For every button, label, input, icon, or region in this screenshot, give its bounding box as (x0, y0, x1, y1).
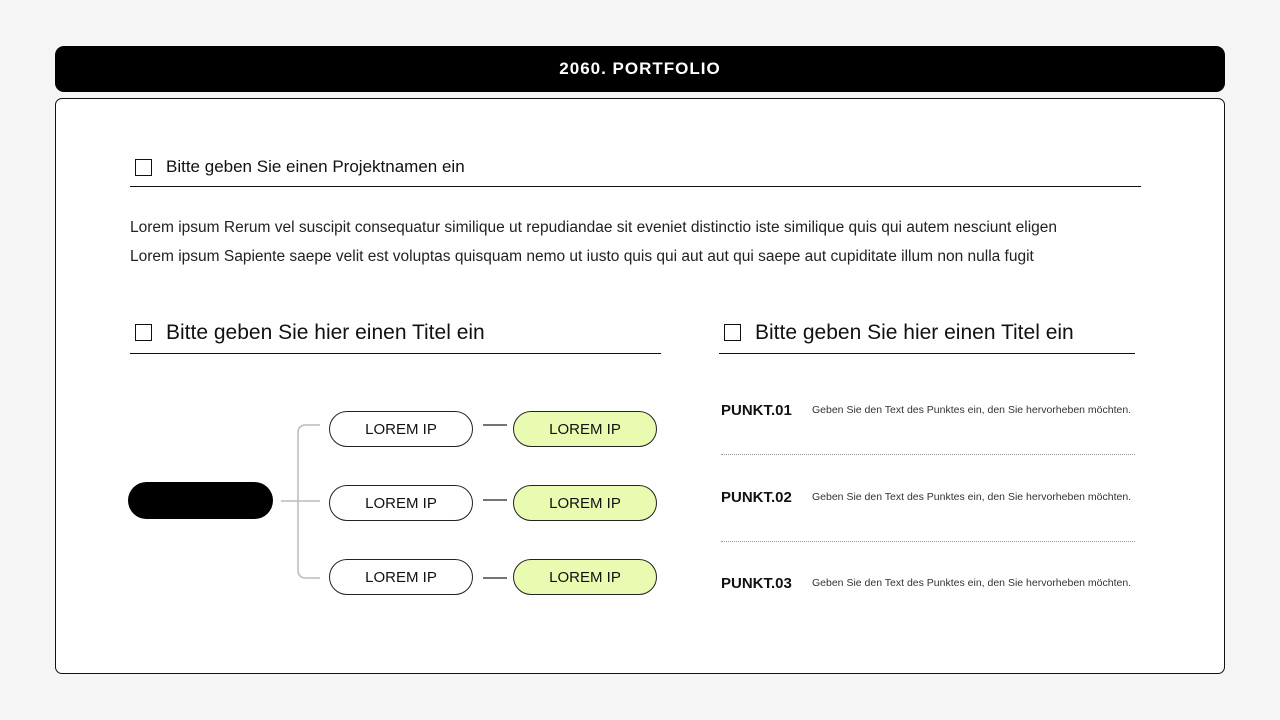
right-section-heading-row (719, 312, 1135, 354)
diagram-node-1: LOREM IP (329, 411, 473, 447)
left-section-checkbox[interactable] (135, 324, 152, 341)
diagram-node-3-highlight: LOREM IP (513, 559, 657, 595)
diagram-root-node (128, 482, 273, 519)
description-line-1: Lorem ipsum Rerum vel suscipit consequatur similique ut repudiandae sit eveniet distinctio iste similique quis qui autem nesciunt eligen (130, 219, 1058, 236)
point-text-1: Geben Sie den Text des Punktes ein, den Sie hervorheben möchten. (812, 404, 1132, 416)
project-checkbox[interactable] (135, 159, 152, 176)
left-section-heading: Bitte geben Sie hier einen Titel ein (166, 320, 485, 344)
point-text-3: Geben Sie den Text des Punktes ein, den Sie hervorheben möchten. (812, 577, 1132, 589)
diagram-node-1-highlight: LOREM IP (513, 411, 657, 447)
diagram-node-2-highlight: LOREM IP (513, 485, 657, 521)
project-name-heading: Bitte geben Sie einen Projektnamen ein (166, 157, 465, 176)
point-item-2 (721, 482, 1135, 512)
point-item-3 (721, 568, 1135, 598)
point-item-1 (721, 395, 1135, 425)
page-title: 2060. PORTFOLIO (559, 59, 721, 78)
description-line-2: Lorem ipsum Sapiente saepe velit est voluptas quisquam nemo ut iusto quis qui aut aut qui saepe aut cupiditate illum non nulla fugit (130, 248, 1034, 265)
project-heading-row (130, 148, 1141, 187)
header-bar (55, 46, 1225, 92)
point-divider-2 (721, 541, 1135, 542)
diagram-node-3: LOREM IP (329, 559, 473, 595)
point-text-2: Geben Sie den Text des Punktes ein, den Sie hervorheben möchten. (812, 491, 1132, 503)
left-section-heading-row (130, 312, 661, 354)
point-divider-1 (721, 454, 1135, 455)
point-label-3: PUNKT.03 (721, 574, 792, 592)
diagram-node-2: LOREM IP (329, 485, 473, 521)
description-paragraph (130, 213, 1140, 271)
point-label-2: PUNKT.02 (721, 488, 792, 506)
right-section-checkbox[interactable] (724, 324, 741, 341)
point-label-1: PUNKT.01 (721, 401, 792, 419)
right-section-heading: Bitte geben Sie hier einen Titel ein (755, 320, 1074, 344)
